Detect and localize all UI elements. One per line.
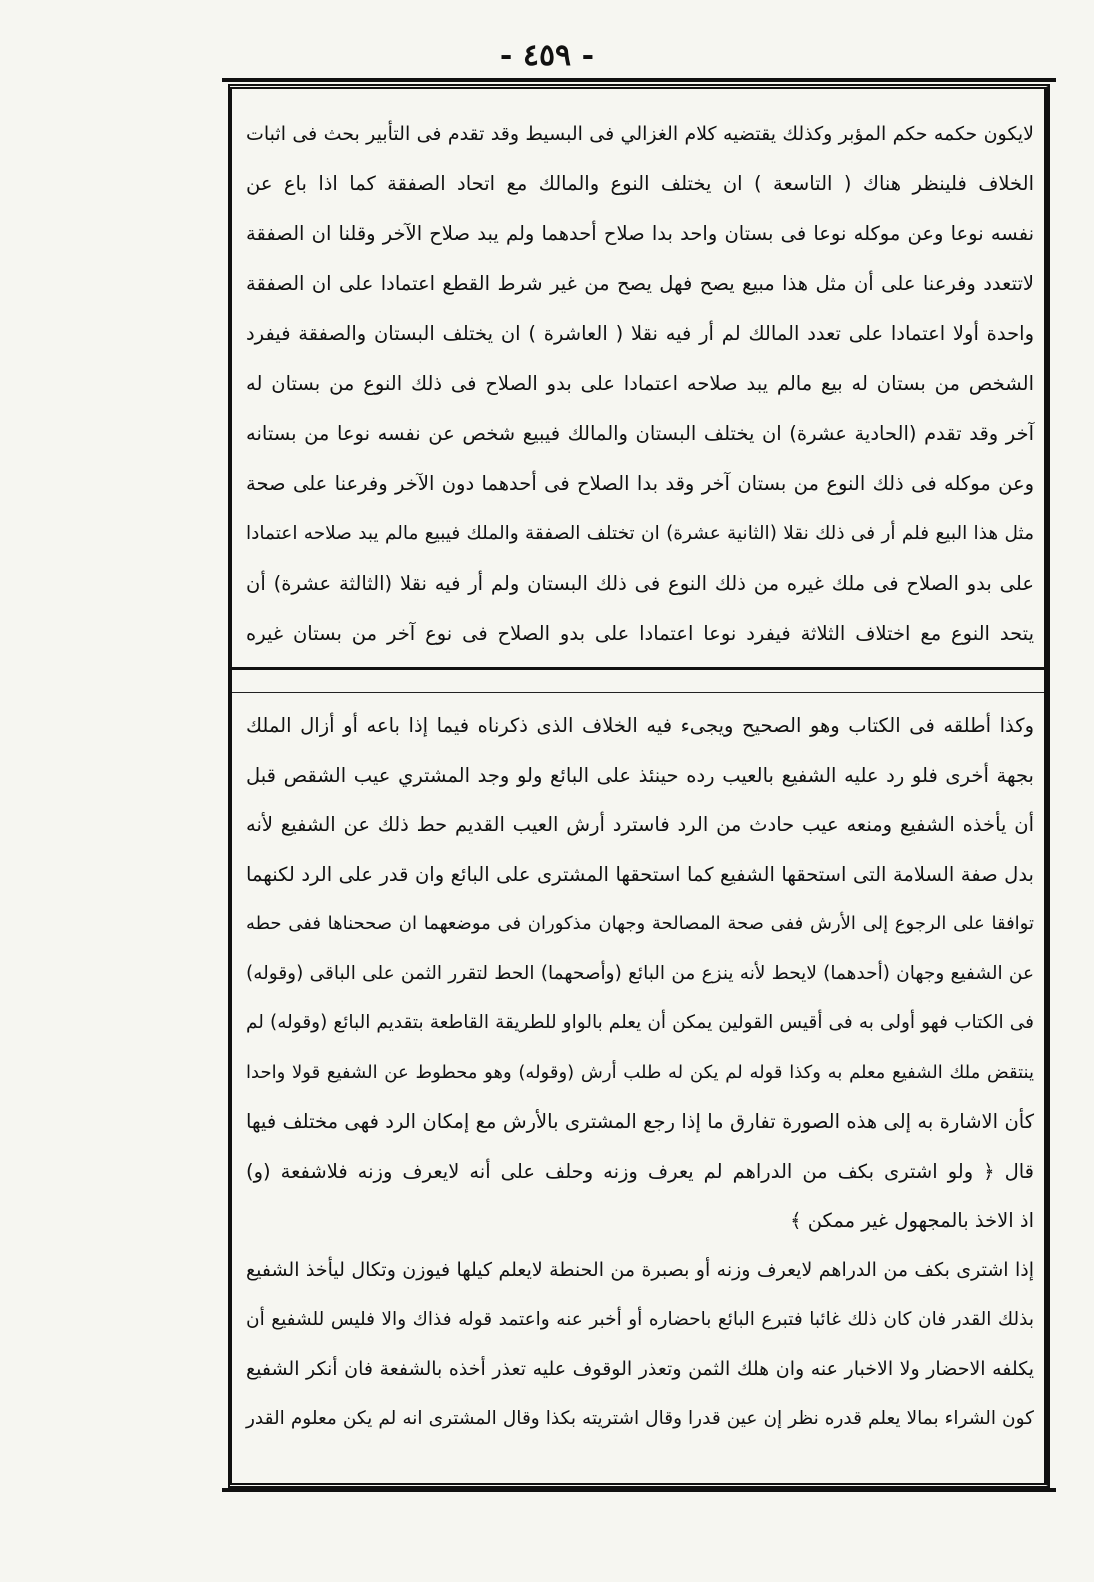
text-frame — [228, 84, 1050, 1488]
text-line: يكلفه الاحضار ولا الاخبار عنه وان هلك الثمن وتعذر الوقوف عليه تعذر أخذه بالشفعة فان أنكر الشفيع — [246, 1357, 1034, 1380]
text-line: اذ الاخذ بالمجهول غير ممكن ﴾ — [790, 1209, 1034, 1232]
text-line: بدل صفة السلامة التى استحقها الشفيع كما استحقها المشترى على البائع وان قدر على الرد لكنهما — [246, 862, 1034, 886]
section-divider — [232, 667, 1044, 693]
text-line: لاتتعدد وفرعنا على أن مثل هذا مبيع يصح فهل يصح من غير شرط القطع اعتمادا على ان الصفقة — [246, 272, 1034, 295]
text-line: ينتقض ملك الشفيع معلم به وكذا قوله لم يكن له طلب أرش (وقوله) وهو محطوط عن الشفيع قولا واحدا — [246, 1061, 1034, 1083]
text-line: كون الشراء بمالا يعلم قدره نظر إن عين قدرا وقال اشتريته بكذا وقال المشترى انه لم يكن معلوم القدر — [246, 1408, 1034, 1429]
text-line: نفسه نوعا وعن موكله نوعا فى بستان واحد بدا صلاح أحدهما ولم يبد صلاح الآخر وقلنا ان الصفقة — [246, 222, 1034, 245]
page-number: - ٤٥٩ - — [499, 38, 595, 73]
frame-top-rule — [222, 78, 1056, 82]
text-line: وكذا أطلقه فى الكتاب وهو الصحيح ويجىء فيه الخلاف الذى ذكرناه فيما إذا باعه أو أزال الملك — [246, 714, 1034, 737]
frame-bottom-rule — [222, 1488, 1056, 1492]
text-line: أن يأخذه الشفيع ومنعه عيب حادث من الرد فاسترد أرش العيب القديم حط ذلك عن الشفيع لأنه — [246, 813, 1034, 836]
text-line: توافقا على الرجوع إلى الأرش ففى صحة المصالحة وجهان مذكوران فى موضعهما ان صححناها ففى حطه — [246, 913, 1034, 934]
text-line: يتحد النوع مع اختلاف الثلاثة فيفرد نوعا اعتمادا على بدو الصلاح فى نوع آخر من بستان غيره — [246, 622, 1034, 645]
text-line: فى الكتاب فهو أولى به فى أقيس القولين يمكن أن يعلم بالواو للطريقة القاطعة بتقديم البائع (وقوله) لم — [246, 1012, 1034, 1033]
text-line: مثل هذا البيع فلم أر فى ذلك نقلا (الثانية عشرة) ان تختلف الصفقة والملك فيبيع مالم يبد صلاحه اعتمادا — [246, 523, 1034, 544]
text-line: كأن الاشارة به إلى هذه الصورة تفارق ما إذا رجع المشترى بالأرش مع إمكان الرد فهى مختلف فيها — [246, 1110, 1034, 1133]
text-line: قال ﴿ ولو اشترى بكف من الدراهم لم يعرف وزنه وحلف على أنه لايعرف وزنه فلاشفعة (و) — [246, 1159, 1034, 1183]
text-line: الخلاف فلينظر هناك ( التاسعة ) ان يختلف النوع والمالك مع اتحاد الصفقة كما اذا باع عن — [246, 172, 1034, 195]
text-line: وعن موكله فى ذلك النوع من بستان آخر وقد بدا الصلاح فى أحدهما دون الآخر وفرعنا على صحة — [246, 472, 1034, 495]
text-line: عن الشفيع وجهان (أحدهما) لايحط لأنه ينزع من البائع (وأصحهما) الحط لتقرر الثمن على الباقى (وقوله) — [246, 962, 1034, 984]
bottom-text-block — [232, 701, 1044, 1444]
top-text-block — [232, 109, 1044, 659]
text-line: على بدو الصلاح فى ملك غيره من ذلك النوع فى ذلك البستان ولم أر فيه نقلا (الثالثة عشرة) أن — [246, 572, 1034, 595]
text-line: بذلك القدر فان كان ذلك غائبا فتبرع البائع باحضاره أو أخبر عنه واعتمد قوله فذاك والا فليس للشفيع أن — [246, 1309, 1034, 1330]
text-line: الشخص من بستان له بيع مالم يبد صلاحه اعتمادا على بدو الصلاح فى ذلك النوع من بستان له — [246, 372, 1034, 395]
text-line: آخر وقد تقدم (الحادية عشرة) ان يختلف البستان والمالك فيبيع شخص عن نفسه نوعا من بستانه — [246, 422, 1034, 445]
text-line: لايكون حكمه حكم المؤبر وكذلك يقتضيه كلام الغزالي فى البسيط وقد تقدم فى التأبير بحث فى اثبات — [246, 123, 1034, 145]
text-line: إذا اشترى بكف من الدراهم لايعرف وزنه أو بصبرة من الحنطة لايعلم كيلها فيوزن وتكال ليأخذ الشفيع — [246, 1258, 1034, 1281]
text-line: بجهة أخرى فلو رد عليه الشفيع بالعيب رده حينئذ على البائع ولو وجد المشتري عيب الشقص قبل — [246, 763, 1034, 787]
text-line: واحدة أولا اعتمادا على تعدد المالك لم أر فيه نقلا ( العاشرة ) ان يختلف البستان والصفقة فيفرد — [246, 322, 1034, 345]
